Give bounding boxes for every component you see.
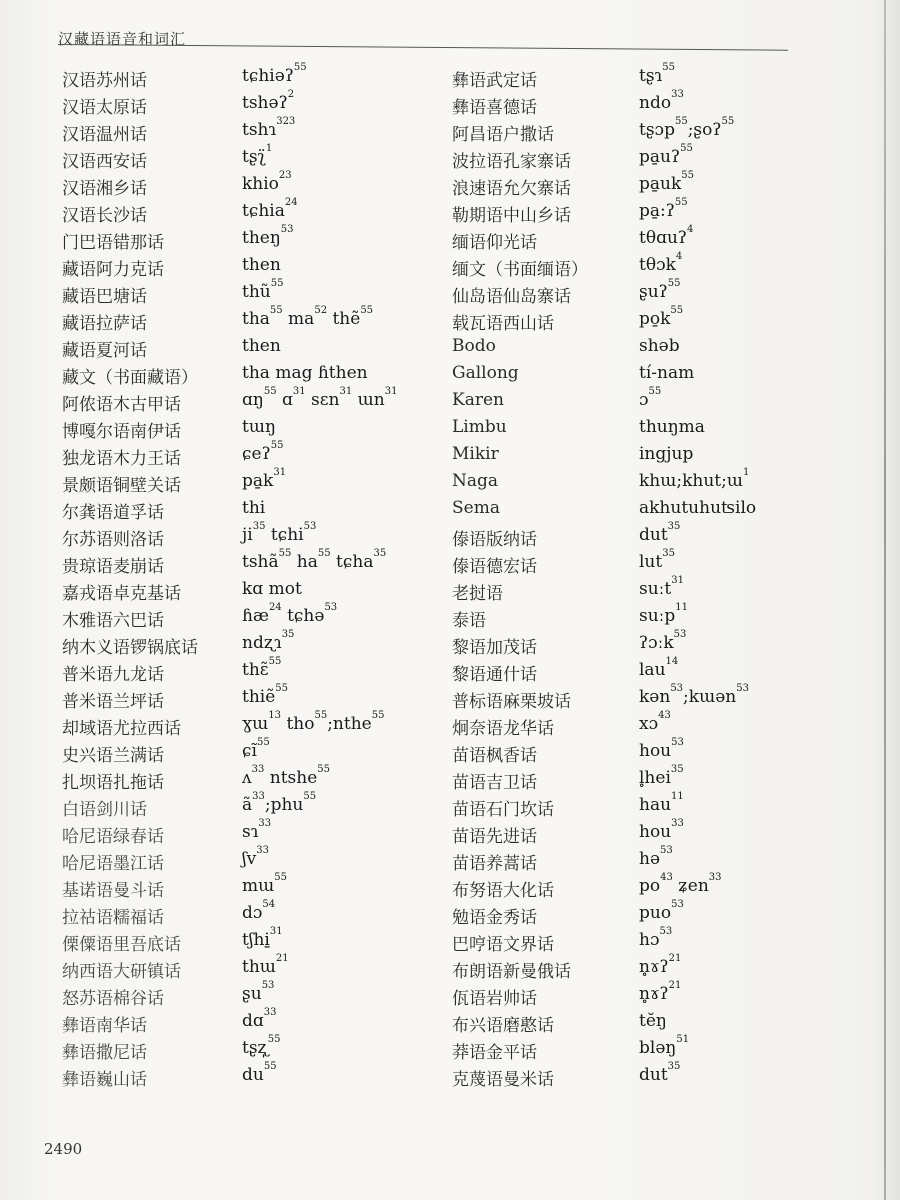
language-name: 苗语先进话 xyxy=(452,827,537,847)
language-name: 缅语仰光话 xyxy=(452,233,537,253)
language-name: 彝语撒尼话 xyxy=(62,1043,147,1063)
word-form: hə$^{53}$ xyxy=(639,845,673,869)
word-form: $pa̱uk^{55}$ xyxy=(639,170,695,194)
word-form: tshã$^{55}$ $ha^{55}$ tɕha$^{35}$ xyxy=(242,548,387,572)
language-name: 哈尼语绿春话 xyxy=(62,827,164,847)
word-form: tĕŋ xyxy=(639,1011,667,1031)
page-edge xyxy=(884,0,886,1200)
language-name: 博嘎尔语南伊话 xyxy=(62,422,181,442)
word-form: thɛ̃$^{55}$ xyxy=(242,656,282,680)
language-name: 普米语九龙话 xyxy=(62,665,164,685)
language-name: 彝语喜德话 xyxy=(452,98,537,118)
word-form: hou$^{33}$ xyxy=(639,818,684,842)
language-name: 彝语南华话 xyxy=(62,1016,147,1036)
language-name: 门巴语错那话 xyxy=(62,233,164,253)
word-form: pa̱:ʔ$^{55}$ xyxy=(639,197,688,221)
word-form: tɕhiəʔ$^{55}$ xyxy=(242,62,307,86)
language-name: Karen xyxy=(452,390,504,410)
word-form: tʃhi̱$^{31}$ xyxy=(242,926,283,950)
language-name: 却域语尤拉西话 xyxy=(62,719,181,739)
language-name: 扎坝语扎拖话 xyxy=(62,773,164,793)
word-form: ɑŋ$^{55}$ ɑ$^{31}$ sɛn$^{31}$ ɯn$^{31}$ xyxy=(242,386,398,410)
word-form: tθɔk$^4$ xyxy=(639,251,683,275)
word-form: hau$^{11}$ xyxy=(639,791,684,815)
language-name: 巴哼语文界话 xyxy=(452,935,554,955)
language-name: 藏语拉萨话 xyxy=(62,314,147,334)
language-name: 傣语版纳话 xyxy=(452,530,537,550)
language-name: 勒期语中山乡话 xyxy=(452,206,571,226)
language-name: 傣语德宏话 xyxy=(452,557,537,577)
word-form: tha mag ɦthen xyxy=(242,363,368,383)
word-form: pa̱uʔ$^{55}$ xyxy=(639,143,693,167)
language-name: 基诺语曼斗话 xyxy=(62,881,164,901)
language-name: 尔龚语道孚话 xyxy=(62,503,164,523)
word-form: ingjup xyxy=(639,444,694,464)
word-form: thɯ$^{21}$ xyxy=(242,953,289,977)
word-form: tɯŋ xyxy=(242,417,276,437)
page-number: 2490 xyxy=(44,1140,83,1158)
word-form: ndo$^{33}$ xyxy=(639,89,684,113)
language-name: 仙岛语仙岛寨话 xyxy=(452,287,571,307)
language-name: 普米语兰坪话 xyxy=(62,692,164,712)
language-name: 嘉戎语卓克基话 xyxy=(62,584,181,604)
word-form: then xyxy=(242,336,281,356)
word-form: $po̱k^{55}$ xyxy=(639,305,684,329)
word-form: $ji^{35}$ tɕhi$^{53}$ xyxy=(242,521,317,545)
language-name: 藏语巴塘话 xyxy=(62,287,147,307)
word-form: tshɿ$^{323}$ xyxy=(242,116,296,140)
word-form: ʌ$^{33}$ ntshe$^{55}$ xyxy=(242,764,330,788)
word-form: kɑ mot xyxy=(242,579,302,599)
word-form: tshəʔ$^2$ xyxy=(242,89,295,113)
language-name: 尔苏语则洛话 xyxy=(62,530,164,550)
word-form: ʂuʔ$^{55}$ xyxy=(639,278,681,302)
word-form: shəb xyxy=(639,336,680,356)
word-form: thuŋma xyxy=(639,417,705,437)
language-name: Mikir xyxy=(452,444,499,464)
word-form: khɯ;khut;ɯ$^1$ xyxy=(639,467,750,491)
word-form: hɔ$^{53}$ xyxy=(639,926,673,950)
language-name: 克蔑语曼米话 xyxy=(452,1070,554,1090)
word-form: ɦæ$^{24}$ tɕhə$^{53}$ xyxy=(242,602,338,626)
language-name: 布努语大化话 xyxy=(452,881,554,901)
word-form: tí-nam xyxy=(639,363,695,383)
word-form: tʂɔp$^{55}$;ʂoʔ$^{55}$ xyxy=(639,116,735,140)
language-name: 佤语岩帅话 xyxy=(452,989,537,1009)
word-form: thi xyxy=(242,498,266,518)
word-form: dut$^{35}$ xyxy=(639,1061,681,1085)
word-form: akhutuhuʦilo xyxy=(639,498,757,518)
language-name: 泰语 xyxy=(452,611,486,631)
language-name: 黎语通什话 xyxy=(452,665,537,685)
language-name: 苗语养蒿话 xyxy=(452,854,537,874)
language-name: 布兴语磨憨话 xyxy=(452,1016,554,1036)
word-form: $du^{55}$ xyxy=(242,1061,277,1085)
word-form: khio$^{23}$ xyxy=(242,170,292,194)
word-form: tθɑuʔ$^4$ xyxy=(639,224,694,248)
word-form: n̥ɤʔ$^{21}$ xyxy=(639,953,682,977)
language-name: 汉语湘乡话 xyxy=(62,179,147,199)
language-name: 贵琼语麦崩话 xyxy=(62,557,164,577)
language-name: 哈尼语墨江话 xyxy=(62,854,164,874)
language-name: 景颇语铜壁关话 xyxy=(62,476,181,496)
language-name: 缅文（书面缅语） xyxy=(452,260,588,280)
language-name: 白语剑川话 xyxy=(62,800,147,820)
language-name: 苗语枫香话 xyxy=(452,746,537,766)
language-name: 汉语苏州话 xyxy=(62,71,147,91)
language-name: 布朗语新曼俄话 xyxy=(452,962,571,982)
word-form: $pa̱k^{31}$ xyxy=(242,467,287,491)
language-name: Limbu xyxy=(452,417,507,437)
word-form: thiẽ$^{55}$ xyxy=(242,683,289,707)
language-name: 史兴语兰满话 xyxy=(62,746,164,766)
word-form: ʂu$^{53}$ xyxy=(242,980,275,1004)
language-name: 黎语加茂话 xyxy=(452,638,537,658)
language-name: 纳木义语锣锅底话 xyxy=(62,638,198,658)
word-form: ɔ$^{55}$ xyxy=(639,386,662,410)
word-form: ndʐɿ$^{35}$ xyxy=(242,629,295,653)
running-header-title: 汉藏语语音和词汇 xyxy=(58,30,187,48)
language-name: Gallong xyxy=(452,363,519,383)
language-name: 汉语西安话 xyxy=(62,152,147,172)
word-form: dut$^{35}$ xyxy=(639,521,681,545)
language-name: 老挝语 xyxy=(452,584,503,604)
word-form: ɕĩ$^{55}$ xyxy=(242,737,270,761)
language-name: 汉语长沙话 xyxy=(62,206,147,226)
language-name: Naga xyxy=(452,471,499,491)
language-name: 载瓦语西山话 xyxy=(452,314,554,334)
word-form: n̥ɤʔ$^{21}$ xyxy=(639,980,682,1004)
word-form: suːt$^{31}$ xyxy=(639,575,684,599)
language-name: 怒苏语棉谷话 xyxy=(62,989,164,1009)
word-form: bləŋ$^{51}$ xyxy=(639,1034,690,1058)
language-name: 炯奈语龙华话 xyxy=(452,719,554,739)
word-form: sɿ$^{33}$ xyxy=(242,818,272,842)
language-name: 苗语吉卫话 xyxy=(452,773,537,793)
word-form: dɔ$^{54}$ xyxy=(242,899,276,923)
word-form: theŋ$^{53}$ xyxy=(242,224,294,248)
word-form: ʃv$^{33}$ xyxy=(242,845,269,869)
word-form: lau$^{14}$ xyxy=(639,656,679,680)
word-form: thũ$^{55}$ xyxy=(242,278,284,302)
word-form: ɕeʔ$^{55}$ xyxy=(242,440,284,464)
language-name: 阿侬语木古甲话 xyxy=(62,395,181,415)
word-form: tha$^{55}$ $ma^{52}$ thẽ$^{55}$ xyxy=(242,305,374,329)
language-name: 阿昌语户撒话 xyxy=(452,125,554,145)
word-form: xɔ$^{43}$ xyxy=(639,710,671,734)
word-form: tʂɿ$^{55}$ xyxy=(639,62,675,86)
word-form: l̥hei$^{35}$ xyxy=(639,764,684,788)
language-name: Bodo xyxy=(452,336,496,356)
word-form: hou$^{53}$ xyxy=(639,737,684,761)
language-name: 波拉语孔家寨话 xyxy=(452,152,571,172)
word-form: $ã^{33};phu^{55}$ xyxy=(242,791,317,815)
language-name: 独龙语木力王话 xyxy=(62,449,181,469)
language-name: 傈僳语里吾底话 xyxy=(62,935,181,955)
word-form: lut$^{35}$ xyxy=(639,548,675,572)
language-name: 藏语夏河话 xyxy=(62,341,147,361)
word-form: mɯ$^{55}$ xyxy=(242,872,287,896)
language-name: 藏语阿力克话 xyxy=(62,260,164,280)
language-name: 彝语武定话 xyxy=(452,71,537,91)
language-name: 普标语麻栗坡话 xyxy=(452,692,571,712)
word-form: suːp$^{11}$ xyxy=(639,602,689,626)
language-name: 藏文（书面藏语） xyxy=(62,368,198,388)
word-form: ʔɔːk$^{53}$ xyxy=(639,629,687,653)
word-form: dɑ$^{33}$ xyxy=(242,1007,277,1031)
language-name: 木雅语六巴话 xyxy=(62,611,164,631)
word-form: ɣɯ$^{13}$ tho$^{55}$;nthe$^{55}$ xyxy=(242,710,385,734)
language-name: 莽语金平话 xyxy=(452,1043,537,1063)
word-form: puo$^{53}$ xyxy=(639,899,684,923)
language-name: 拉祜语糯福话 xyxy=(62,908,164,928)
word-form: kən$^{53}$;kɯən$^{53}$ xyxy=(639,683,749,707)
language-name: Sema xyxy=(452,498,500,518)
language-name: 纳西语大研镇话 xyxy=(62,962,181,982)
language-name: 彝语巍山话 xyxy=(62,1070,147,1090)
language-name: 汉语太原话 xyxy=(62,98,147,118)
word-form: tʂʅ̈$^1$ xyxy=(242,143,273,167)
language-name: 浪速语允欠寨话 xyxy=(452,179,571,199)
language-name: 勉语金秀话 xyxy=(452,908,537,928)
word-form: then xyxy=(242,255,281,275)
word-form: tʂʐ̩$^{55}$ xyxy=(242,1034,281,1058)
word-form: $po^{43}$ ʑen$^{33}$ xyxy=(639,872,722,896)
language-name: 苗语石门坎话 xyxy=(452,800,554,820)
language-name: 汉语温州话 xyxy=(62,125,147,145)
word-form: tɕhia$^{24}$ xyxy=(242,197,298,221)
